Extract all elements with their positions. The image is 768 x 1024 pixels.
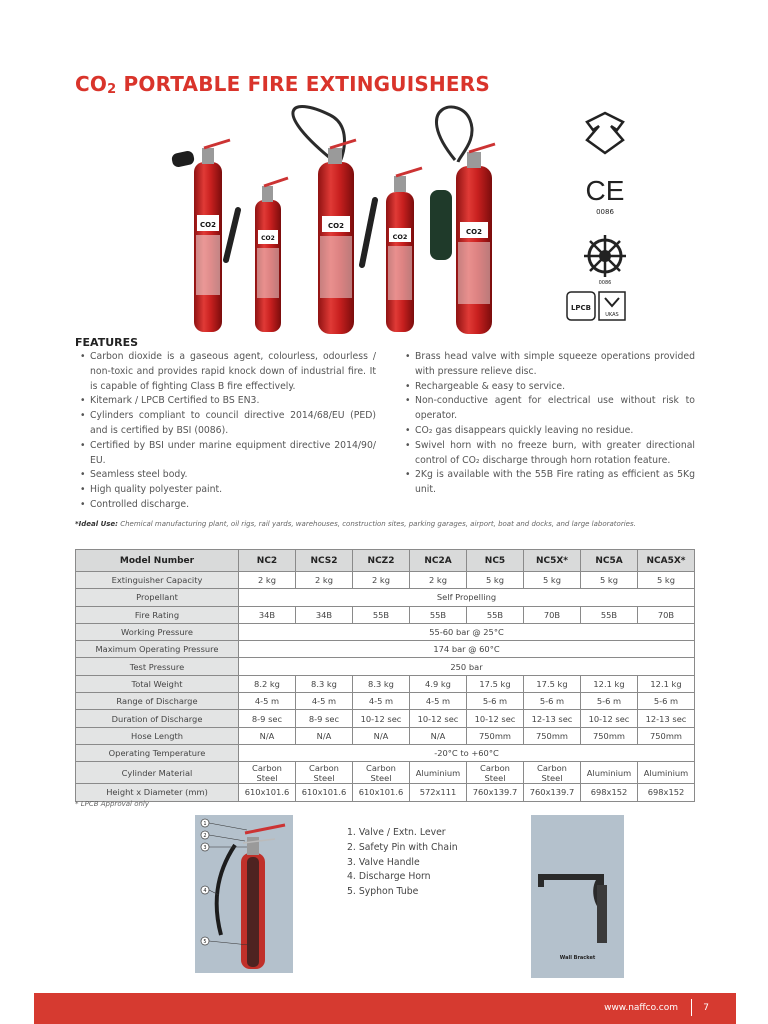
table-cell: Carbon Steel bbox=[524, 762, 581, 784]
table-cell: 4-5 m bbox=[239, 693, 296, 710]
table-cell: 5-6 m bbox=[524, 693, 581, 710]
table-cell: 750mm bbox=[581, 727, 638, 744]
table-cell: 5 kg bbox=[467, 572, 524, 589]
table-cell: Carbon Steel bbox=[467, 762, 524, 784]
extinguishers-image bbox=[160, 100, 505, 335]
row-label: Height x Diameter (mm) bbox=[76, 784, 239, 801]
footnote: * LPCB Approval only bbox=[75, 800, 150, 808]
row-label: Test Pressure bbox=[76, 658, 239, 675]
website-link[interactable]: www.naffco.com bbox=[604, 1003, 678, 1013]
svg-text:CO2: CO2 bbox=[328, 222, 344, 230]
table-cell: 760x139.7 bbox=[524, 784, 581, 801]
extinguisher-cylinder bbox=[171, 140, 230, 332]
table-cell: 750mm bbox=[638, 727, 695, 744]
footer-divider bbox=[691, 999, 692, 1016]
diagram-marker: 1 bbox=[203, 821, 207, 827]
table-row bbox=[76, 606, 695, 623]
feature-item: • Certified by BSI under marine equipment directive 2014/90/ EU. bbox=[80, 439, 376, 469]
table-cell: 2 kg bbox=[353, 572, 410, 589]
table-cell: 760x139.7 bbox=[467, 784, 524, 801]
table-row bbox=[76, 762, 695, 784]
table-cell: Aluminium bbox=[581, 762, 638, 784]
table-cell: 4.9 kg bbox=[410, 675, 467, 692]
table-cell: 8-9 sec bbox=[239, 710, 296, 727]
column-header: NC5 bbox=[467, 550, 524, 572]
table-cell: 12-13 sec bbox=[638, 710, 695, 727]
table-cell: 750mm bbox=[467, 727, 524, 744]
row-label: Operating Temperature bbox=[76, 744, 239, 761]
table-cell: 698x152 bbox=[638, 784, 695, 801]
diagram-marker: 4 bbox=[203, 888, 207, 894]
row-label: Range of Discharge bbox=[76, 693, 239, 710]
extinguisher-cylinder bbox=[226, 178, 288, 332]
column-header: NC2 bbox=[239, 550, 296, 572]
table-cell: 17.5 kg bbox=[467, 675, 524, 692]
table-cell: 2 kg bbox=[410, 572, 467, 589]
table-cell: Carbon Steel bbox=[239, 762, 296, 784]
extinguisher-cylinder bbox=[362, 168, 422, 332]
wall-bracket-icon bbox=[531, 815, 624, 978]
extinguisher-cylinder bbox=[318, 140, 356, 334]
column-header: NCA5X* bbox=[638, 550, 695, 572]
table-row bbox=[76, 727, 695, 744]
ce-mark-icon bbox=[586, 175, 625, 216]
feature-item: • CO₂ gas disappears quickly leaving no residue. bbox=[405, 424, 695, 439]
table-cell: 4-5 m bbox=[296, 693, 353, 710]
svg-text:UKAS: UKAS bbox=[605, 312, 619, 318]
row-label: Total Weight bbox=[76, 675, 239, 692]
table-cell: 750mm bbox=[524, 727, 581, 744]
row-label: Working Pressure bbox=[76, 623, 239, 640]
table-cell: 10-12 sec bbox=[410, 710, 467, 727]
feature-item: • High quality polyester paint. bbox=[80, 483, 376, 498]
part-item: 2. Safety Pin with Chain bbox=[347, 841, 458, 853]
table-cell: Aluminium bbox=[410, 762, 467, 784]
svg-text:0086: 0086 bbox=[598, 280, 612, 286]
feature-item: • Brass head valve with simple squeeze operations provided with pressure relieve disc. bbox=[405, 350, 695, 380]
table-cell: 10-12 sec bbox=[353, 710, 410, 727]
svg-text:LPCB: LPCB bbox=[570, 304, 592, 312]
diagram-marker: 5 bbox=[203, 939, 207, 945]
column-header: NC2A bbox=[410, 550, 467, 572]
feature-item: • Kitemark / LPCB Certified to BS EN3. bbox=[80, 394, 376, 409]
page-number: 7 bbox=[703, 1003, 709, 1013]
table-row bbox=[76, 641, 695, 658]
table-cell: 55B bbox=[410, 606, 467, 623]
feature-item: • Controlled discharge. bbox=[80, 498, 376, 513]
svg-text:CO2: CO2 bbox=[392, 233, 408, 241]
features-list-left bbox=[80, 350, 376, 513]
table-row bbox=[76, 589, 695, 606]
table-cell: N/A bbox=[353, 727, 410, 744]
table-header-row bbox=[76, 550, 695, 572]
row-label: Duration of Discharge bbox=[76, 710, 239, 727]
table-cell: 8.2 kg bbox=[239, 675, 296, 692]
feature-item: • Non-conductive agent for electrical use without risk to operator. bbox=[405, 394, 695, 424]
table-cell: 55B bbox=[467, 606, 524, 623]
certification-marks bbox=[565, 108, 645, 343]
table-cell: 610x101.6 bbox=[296, 784, 353, 801]
table-row bbox=[76, 658, 695, 675]
table-cell: Aluminium bbox=[638, 762, 695, 784]
table-cell: 250 bar bbox=[239, 658, 695, 675]
feature-item: • 2Kg is available with the 55B Fire rating as efficient as 5Kg unit. bbox=[405, 468, 695, 498]
table-cell: 4-5 m bbox=[353, 693, 410, 710]
parts-list bbox=[347, 826, 458, 900]
column-header: NCZ2 bbox=[353, 550, 410, 572]
part-item: 5. Syphon Tube bbox=[347, 886, 419, 898]
table-cell: 12.1 kg bbox=[581, 675, 638, 692]
svg-text:CE: CE bbox=[585, 175, 625, 206]
kitemark-icon bbox=[587, 113, 623, 153]
table-cell: 55B bbox=[581, 606, 638, 623]
column-header: NCS2 bbox=[296, 550, 353, 572]
column-header: Model Number bbox=[76, 550, 239, 572]
lpcb-ukas-icon bbox=[567, 292, 625, 320]
table-cell: 34B bbox=[296, 606, 353, 623]
table-cell: 70B bbox=[638, 606, 695, 623]
row-label: Extinguisher Capacity bbox=[76, 572, 239, 589]
table-cell: N/A bbox=[410, 727, 467, 744]
table-cell: 5 kg bbox=[638, 572, 695, 589]
column-header: NC5X* bbox=[524, 550, 581, 572]
table-cell: Self Propelling bbox=[239, 589, 695, 606]
table-row bbox=[76, 693, 695, 710]
table-cell: N/A bbox=[239, 727, 296, 744]
svg-text:CO2: CO2 bbox=[261, 235, 275, 242]
table-cell: N/A bbox=[296, 727, 353, 744]
table-row bbox=[76, 572, 695, 589]
features-list-right bbox=[405, 350, 695, 498]
diagram-marker: 3 bbox=[203, 845, 207, 851]
page-title: $CO_2$ PORTABLE FIRE EXTINGUISHERS bbox=[75, 72, 490, 97]
table-cell: 698x152 bbox=[581, 784, 638, 801]
table-cell: 5 kg bbox=[581, 572, 638, 589]
table-cell: 8.3 kg bbox=[353, 675, 410, 692]
row-label: Cylinder Material bbox=[76, 762, 239, 784]
wall-bracket-image bbox=[531, 815, 624, 978]
footer-bar bbox=[34, 993, 736, 1024]
table-cell: 610x101.6 bbox=[239, 784, 296, 801]
table-cell: 5-6 m bbox=[638, 693, 695, 710]
extinguisher-diagram bbox=[195, 815, 293, 973]
table-cell: 10-12 sec bbox=[581, 710, 638, 727]
specification-table bbox=[75, 549, 695, 802]
table-cell: 12.1 kg bbox=[638, 675, 695, 692]
table-cell: 610x101.6 bbox=[353, 784, 410, 801]
part-item: 4. Discharge Horn bbox=[347, 871, 431, 883]
table-row bbox=[76, 744, 695, 761]
marine-wheel-icon bbox=[584, 235, 626, 286]
table-cell: 70B bbox=[524, 606, 581, 623]
table-row bbox=[76, 784, 695, 801]
table-cell: 55B bbox=[353, 606, 410, 623]
feature-item: • Cylinders compliant to council directive 2014/68/EU (PED) and is certified by BSI (0086). bbox=[80, 409, 376, 439]
row-label: Fire Rating bbox=[76, 606, 239, 623]
table-row bbox=[76, 710, 695, 727]
table-cell: 174 bar @ 60°C bbox=[239, 641, 695, 658]
ideal-use-note: *Ideal Use: Chemical manufacturing plant, oil rigs, rail yards, warehouses, construction sites, parking garages, airport, boat and docks, and large laboratories. bbox=[75, 520, 636, 528]
row-label: Propellant bbox=[76, 589, 239, 606]
table-cell: -20°C to +60°C bbox=[239, 744, 695, 761]
table-cell: 8.3 kg bbox=[296, 675, 353, 692]
feature-item: • Swivel horn with no freeze burn, with greater directional control of CO₂ discharge through horn rotation feature. bbox=[405, 439, 695, 469]
table-cell: 12-13 sec bbox=[524, 710, 581, 727]
wall-bracket-label: Wall Bracket bbox=[559, 955, 596, 961]
table-row bbox=[76, 675, 695, 692]
feature-item: • Seamless steel body. bbox=[80, 468, 376, 483]
table-cell: 2 kg bbox=[296, 572, 353, 589]
table-cell: Carbon Steel bbox=[296, 762, 353, 784]
svg-text:CO2: CO2 bbox=[466, 228, 482, 236]
table-cell: 8-9 sec bbox=[296, 710, 353, 727]
svg-text:CO2: CO2 bbox=[200, 221, 216, 229]
table-cell: 2 kg bbox=[239, 572, 296, 589]
feature-item: • Rechargeable & easy to service. bbox=[405, 380, 695, 395]
row-label: Hose Length bbox=[76, 727, 239, 744]
table-cell: 34B bbox=[239, 606, 296, 623]
diagram-marker: 2 bbox=[203, 833, 207, 839]
features-heading: FEATURES bbox=[75, 336, 139, 349]
table-cell: 5-6 m bbox=[467, 693, 524, 710]
table-cell: 5-6 m bbox=[581, 693, 638, 710]
svg-text:0086: 0086 bbox=[596, 208, 614, 216]
table-cell: Carbon Steel bbox=[353, 762, 410, 784]
feature-item: • Carbon dioxide is a gaseous agent, colourless, odourless / non-toxic and provides rapid knock down of industrial fire. It is capable of fighting Class B fire effectively. bbox=[80, 350, 376, 394]
column-header: NC5A bbox=[581, 550, 638, 572]
part-item: 3. Valve Handle bbox=[347, 856, 420, 868]
part-item: 1. Valve / Extn. Lever bbox=[347, 827, 446, 838]
table-cell: 10-12 sec bbox=[467, 710, 524, 727]
table-cell: 572x111 bbox=[410, 784, 467, 801]
table-row bbox=[76, 623, 695, 640]
table-cell: 17.5 kg bbox=[524, 675, 581, 692]
row-label: Maximum Operating Pressure bbox=[76, 641, 239, 658]
table-cell: 5 kg bbox=[524, 572, 581, 589]
table-cell: 55-60 bar @ 25°C bbox=[239, 623, 695, 640]
table-cell: 4-5 m bbox=[410, 693, 467, 710]
extinguisher-cylinder bbox=[456, 144, 495, 334]
